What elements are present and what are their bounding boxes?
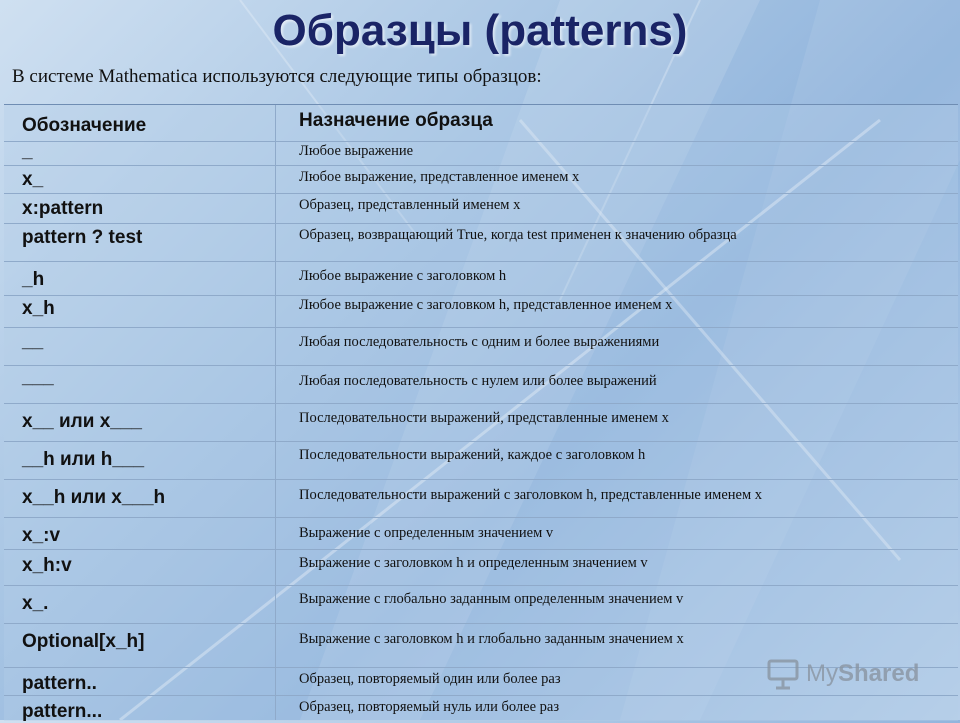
table-row <box>4 517 958 550</box>
row-description: Образец, представленный именем x <box>299 197 521 213</box>
table-row <box>4 165 958 194</box>
row-symbol: x_. <box>22 593 49 614</box>
table-row <box>4 585 958 624</box>
row-symbol: __ <box>22 331 44 352</box>
table-row <box>4 403 958 442</box>
watermark-my: My <box>806 660 838 687</box>
row-description: Последовательности выражений, каждое с заголовком h <box>299 447 646 463</box>
row-description: Любое выражение <box>299 143 414 159</box>
header-col-purpose: Назначение образца <box>299 110 493 131</box>
table-row <box>4 479 958 518</box>
row-symbol: __h или h___ <box>22 449 145 470</box>
myshared-watermark <box>766 654 956 694</box>
table-row <box>4 141 958 166</box>
row-description: Образец, повторяемый нуль или более раз <box>299 699 560 715</box>
row-symbol: ___ <box>22 367 54 388</box>
subtitle: В системе Mathematica используются следующие типы образцов: <box>12 66 542 87</box>
row-description: Образец, повторяемый один или более раз <box>299 671 561 687</box>
table-row <box>4 327 958 366</box>
table-row <box>4 441 958 480</box>
header-col-symbol: Обозначение <box>22 115 147 136</box>
row-description: Любое выражение, представленное именем x <box>299 169 580 185</box>
table-row <box>4 223 958 262</box>
row-description: Любая последовательность с нулем или более выражений <box>299 373 657 389</box>
page-title: Образцы (patterns) <box>272 6 688 55</box>
patterns-table <box>4 104 958 721</box>
row-description: Образец, возвращающий True, когда test применен к значению образца <box>299 227 737 243</box>
row-description: Выражение с заголовком h и определенным значением v <box>299 555 648 571</box>
row-description: Выражение с определенным значением v <box>299 525 554 541</box>
table-row <box>4 695 958 721</box>
row-symbol: x__ или x___ <box>22 411 142 432</box>
watermark-shared: Shared <box>838 660 920 687</box>
row-description: Любая последовательность с одним и более выражениями <box>299 334 660 350</box>
table-row <box>4 365 958 404</box>
row-description: Любое выражение с заголовком h, представленное именем x <box>299 297 673 313</box>
table-row <box>4 261 958 296</box>
row-symbol: x__h или x___h <box>22 487 166 508</box>
row-description: Последовательности выражений, представленные именем x <box>299 410 669 426</box>
row-description: Последовательности выражений с заголовком h, представленные именем x <box>299 487 763 503</box>
row-symbol: x_h <box>22 298 55 319</box>
presentation-icon <box>766 657 800 691</box>
row-symbol: x_h:v <box>22 555 72 576</box>
row-symbol: _h <box>22 269 45 290</box>
row-description: Выражение с заголовком h и глобально заданным значением x <box>299 631 684 647</box>
row-description: Любое выражение с заголовком h <box>299 268 507 284</box>
table-row <box>4 193 958 224</box>
row-symbol: x:pattern <box>22 198 104 219</box>
row-symbol: pattern ? test <box>22 227 143 248</box>
row-symbol: Optional[x_h] <box>22 631 145 652</box>
row-symbol: _ <box>22 141 33 162</box>
row-symbol: pattern.. <box>22 673 97 694</box>
row-symbol: pattern... <box>22 701 103 722</box>
row-symbol: x_ <box>22 169 44 190</box>
table-row <box>4 295 958 328</box>
row-symbol: x_:v <box>22 525 61 546</box>
watermark-text <box>806 660 919 688</box>
row-description: Выражение с глобально заданным определенным значением v <box>299 591 684 607</box>
table-row <box>4 549 958 586</box>
table-header <box>4 105 958 142</box>
